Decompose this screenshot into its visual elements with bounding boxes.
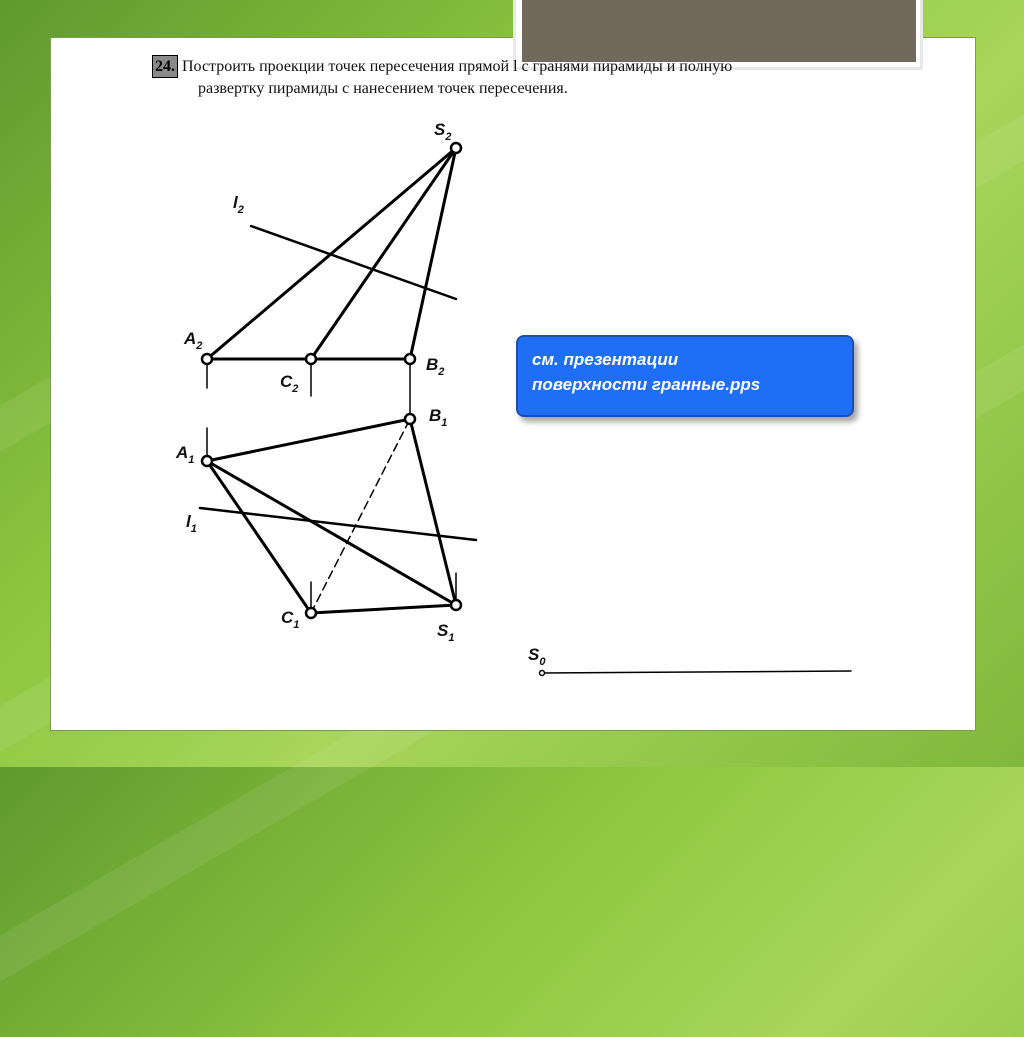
note-line2: поверхности гранные.pps: [532, 375, 761, 394]
note-line1: см. презентации: [532, 350, 679, 369]
label-l2: $l_2$: [233, 193, 244, 216]
point-S2: [451, 143, 461, 153]
hidden-edge-C1-B1: [311, 419, 410, 613]
point-A2: [202, 354, 212, 364]
label-A1: $A_1$: [176, 443, 195, 466]
label-S2: $S_2$: [434, 120, 452, 143]
point-C1: [306, 608, 316, 618]
point-A1: [202, 456, 212, 466]
label-A2: $A_2$: [184, 329, 203, 352]
task-number: 24.: [152, 55, 178, 78]
point-S0: [540, 671, 545, 676]
edge-C1-S1: [311, 605, 456, 613]
task-text-line2: развертку пирамиды с нанесением точек пересечения.: [198, 80, 568, 97]
reference-note[interactable]: [516, 335, 854, 417]
point-B2: [405, 354, 415, 364]
label-C1: $C_1$: [281, 608, 300, 631]
label-C2: $C_2$: [280, 372, 299, 395]
edge-A1-C1: [207, 461, 311, 613]
edge-A1-B1: [207, 419, 410, 461]
label-B1: $B_1$: [429, 406, 448, 429]
edge-B1-S1: [410, 419, 456, 605]
label-l1: $l_1$: [186, 512, 197, 535]
line-l2: [251, 226, 456, 299]
label-S1: $S_1$: [437, 621, 455, 644]
label-B2: $B_2$: [426, 355, 445, 378]
point-S1: [451, 600, 461, 610]
development-line: [542, 671, 851, 673]
point-B1: [405, 414, 415, 424]
label-S0: $S_0$: [528, 645, 546, 668]
task-text-line1: Построить проекции точек пересечения прямой l с гранями пирамиды и полную: [182, 58, 733, 75]
point-C2: [306, 354, 316, 364]
